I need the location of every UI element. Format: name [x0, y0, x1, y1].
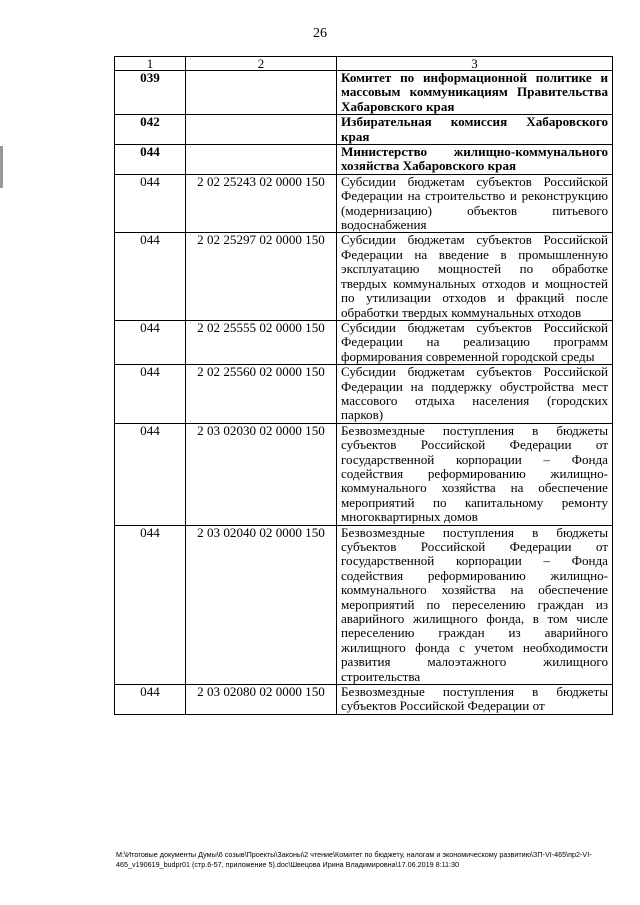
table-row [115, 145, 613, 175]
admin-code-cell: 044 [115, 365, 186, 424]
table-row [115, 233, 613, 320]
classification-code-cell: 2 02 25560 02 0000 150 [186, 365, 337, 424]
description-cell: Субсидии бюджетам субъектов Российской Федерации на поддержку обустройства мест массового отдыха населения (городских парков) [337, 365, 613, 424]
file-path-footer [116, 850, 616, 870]
table-row [115, 115, 613, 145]
column-header: 1 [115, 57, 186, 71]
description-cell: Субсидии бюджетам субъектов Российской Федерации на строительство и реконструкцию (модернизацию) объектов питьевого водоснабжения [337, 174, 613, 233]
page-number: 26 [313, 26, 327, 41]
admin-code-cell: 044 [115, 174, 186, 233]
classification-code-cell: 2 02 25555 02 0000 150 [186, 320, 337, 364]
classification-code-cell: 2 03 02080 02 0000 150 [186, 685, 337, 715]
description-cell: Субсидии бюджетам субъектов Российской Федерации на введение в промышленную эксплуатацию мощностей по обработке твердых коммунальных отходов и мощностей по утилизации отходов и фракций после обработки твердых коммунальных отходов [337, 233, 613, 320]
admin-code-cell: 044 [115, 423, 186, 525]
classification-code-cell: 2 03 02040 02 0000 150 [186, 525, 337, 684]
description-cell: Избирательная комиссия Хабаровского края [337, 115, 613, 145]
classification-code-cell: 2 02 25297 02 0000 150 [186, 233, 337, 320]
admin-code-cell: 042 [115, 115, 186, 145]
admin-code-cell: 044 [115, 685, 186, 715]
classification-code-cell [186, 115, 337, 145]
classification-code-cell: 2 02 25243 02 0000 150 [186, 174, 337, 233]
table-row [115, 365, 613, 424]
footer-line: М:\Итоговые документы Думы\6 созыв\Проекты\Законы\2 чтение\Комитет по бюджету, налогам и экономическому развитию\ЗП-VI-465\пр2-VI- [116, 850, 592, 859]
description-cell: Безвозмездные поступления в бюджеты субъектов Российской Федерации от государственной корпорации – Фонда содействия реформированию жилищно-коммунального хозяйства на обеспечение мероприятий по переселению граждан из аварийного жилищного фонда, в том числе переселению граждан из аварийного жилищного фонда с учетом необходимости развития малоэтажного жилищного строительства [337, 525, 613, 684]
footer-line: 465_v190619_budpr01 (стр.6-57, приложение 5).doc\Швецова Ирина Владимировна\17.06.2019 8:11:30 [116, 860, 460, 869]
description-cell: Министерство жилищно-коммунального хозяйства Хабаровского края [337, 145, 613, 175]
description-cell: Субсидии бюджетам субъектов Российской Федерации на реализацию программ формирования современной городской среды [337, 320, 613, 364]
admin-code-cell: 044 [115, 145, 186, 175]
table-row [115, 525, 613, 684]
table-row [115, 320, 613, 364]
scan-edge-mark [0, 146, 3, 188]
classification-code-cell [186, 145, 337, 175]
admin-code-cell: 044 [115, 320, 186, 364]
description-cell: Безвозмездные поступления в бюджеты субъектов Российской Федерации от [337, 685, 613, 715]
table-row [115, 174, 613, 233]
column-header: 2 [186, 57, 337, 71]
admin-code-cell: 039 [115, 71, 186, 115]
table-header-row [115, 57, 613, 71]
table-row [115, 685, 613, 715]
admin-code-cell: 044 [115, 525, 186, 684]
classification-code-cell: 2 03 02030 02 0000 150 [186, 423, 337, 525]
classification-code-cell [186, 71, 337, 115]
table-row [115, 71, 613, 115]
admin-code-cell: 044 [115, 233, 186, 320]
description-cell: Безвозмездные поступления в бюджеты субъектов Российской Федерации от государственной корпорации – Фонда содействия реформированию жилищно-коммунального хозяйства на обеспечение мероприятий по капитальному ремонту многоквартирных домов [337, 423, 613, 525]
revenue-codes-table [114, 56, 613, 715]
description-cell: Комитет по информационной политике и массовым коммуникациям Правительства Хабаровского края [337, 71, 613, 115]
table-row [115, 423, 613, 525]
column-header: 3 [337, 57, 613, 71]
